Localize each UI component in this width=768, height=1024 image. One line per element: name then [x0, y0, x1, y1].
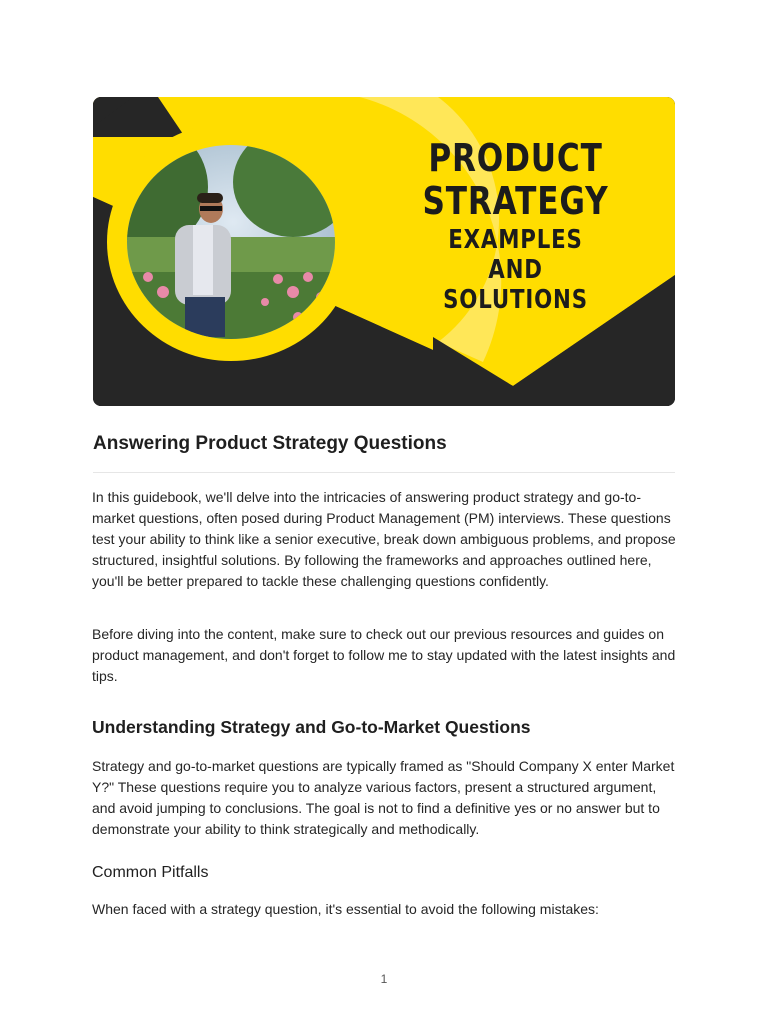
banner-title-line: PRODUCT [428, 136, 603, 180]
banner-subtitle-line: SOLUTIONS [443, 285, 588, 315]
pitfalls-paragraph: When faced with a strategy question, it's essential to avoid the following mistakes: [92, 901, 599, 917]
page-number: 1 [380, 972, 388, 986]
divider [93, 472, 675, 473]
section-heading: Answering Product Strategy Questions [93, 433, 447, 454]
banner-title-line: STRATEGY [422, 179, 609, 223]
banner-title [398, 136, 633, 315]
subsubsection-heading: Common Pitfalls [92, 864, 209, 881]
strategy-paragraph: Strategy and go-to-market questions are typically framed as "Should Company X enter Market Y?" These questions require you to analyze various factors, present a structured argument, and avoid jumping to conclusions. The goal is not to find a definitive yes or no answer but to demonstrate your ability to think strategically and methodically. [92, 758, 675, 837]
banner-subtitle-line: EXAMPLES [448, 225, 583, 255]
subsection-heading: Understanding Strategy and Go-to-Market Questions [92, 717, 531, 737]
intro-paragraph: Before diving into the content, make sure to check out our previous resources and guides on product management, and don't forget to follow me to stay updated with the latest insights and tips. [92, 626, 676, 684]
banner-image [93, 97, 675, 406]
banner-subtitle-line: AND [488, 255, 543, 285]
intro-paragraph: In this guidebook, we'll delve into the intricacies of answering product strategy and go-to-market questions, often posed during Product Management (PM) interviews. These questions test your ability to think like a senior executive, break down ambiguous problems, and propose structured, insightful solutions. By following the frameworks and approaches outlined here, you'll be better prepared to tackle these challenging questions confidently. [92, 489, 676, 589]
